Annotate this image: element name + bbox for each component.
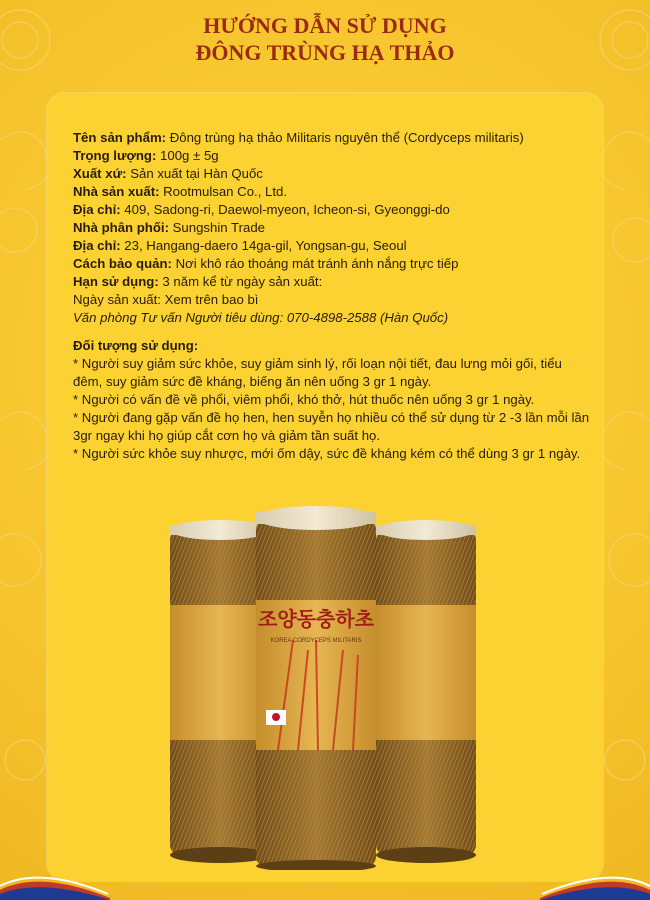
usage-section <box>73 337 593 463</box>
info-manufacturer: Nhà sản xuất: Rootmulsan Co., Ltd. <box>73 184 288 199</box>
product-jars-image <box>168 500 488 870</box>
info-product: Tên sản phẩm: Đông trùng hạ thảo Militaris nguyên thể (Cordyceps militaris) <box>73 130 524 145</box>
info-expiry: Hạn sử dụng: 3 năm kể từ ngày sản xuất: <box>73 274 323 289</box>
title-line-1: HƯỚNG DẪN SỬ DỤNG <box>203 13 447 38</box>
usage-item: * Người suy giảm sức khỏe, suy giảm sinh lý, rối loạn nội tiết, đau lưng mỏi gối, tiểu đêm, suy giảm sức đề kháng, biếng ăn nên uống 3 gr 1 ngày. <box>73 356 562 389</box>
product-info <box>73 129 598 327</box>
jar-right <box>376 520 476 863</box>
info-storage: Cách bảo quản: Nơi khô ráo thoáng mát tránh ánh nắng trực tiếp <box>73 256 459 271</box>
page-title <box>0 12 650 66</box>
ribbon-decoration-right <box>540 860 650 900</box>
usage-item: * Người đang gặp vấn đề họ hen, hen suyễn họ nhiều có thể sử dụng từ 2 -3 lần mỗi lần 3gr ngay khi họ giúp cắt cơn họ và giảm tần suất họ. <box>73 410 590 443</box>
info-manufacture-date: Ngày sản xuất: Xem trên bao bì <box>73 292 259 307</box>
info-consumer-hotline: Văn phòng Tư vấn Người tiêu dùng: 070-4898-2588 (Hàn Quốc) <box>73 310 449 325</box>
usage-heading: Đối tượng sử dụng: <box>73 338 199 353</box>
ribbon-decoration-left <box>0 860 110 900</box>
jar-left <box>170 520 270 863</box>
jar-sub-label: KOREA CORDYCEPS MILITARIS <box>270 638 362 644</box>
title-line-2: ĐÔNG TRÙNG HẠ THẢO <box>195 40 455 65</box>
info-weight: Trọng lượng: 100g ± 5g <box>73 148 219 163</box>
usage-item: * Người có vấn đề về phổi, viêm phổi, khó thở, hút thuốc nên uống 3 gr 1 ngày. <box>73 392 535 407</box>
info-address-1: Địa chỉ: 409, Sadong-ri, Daewol-myeon, Icheon-si, Gyeonggi-do <box>73 202 450 217</box>
jar-center <box>256 506 376 870</box>
info-address-2: Địa chỉ: 23, Hangang-daero 14ga-gil, Yongsan-gu, Seoul <box>73 238 407 253</box>
jar-korean-label: 조양동충하초 <box>258 607 374 631</box>
info-origin: Xuất xứ: Sản xuất tại Hàn Quốc <box>73 166 263 181</box>
usage-item: * Người sức khỏe suy nhược, mới ốm dậy, sức đề kháng kém có thể dùng 3 gr 1 ngày. <box>73 446 581 461</box>
info-distributor: Nhà phân phối: Sungshin Trade <box>73 220 266 235</box>
